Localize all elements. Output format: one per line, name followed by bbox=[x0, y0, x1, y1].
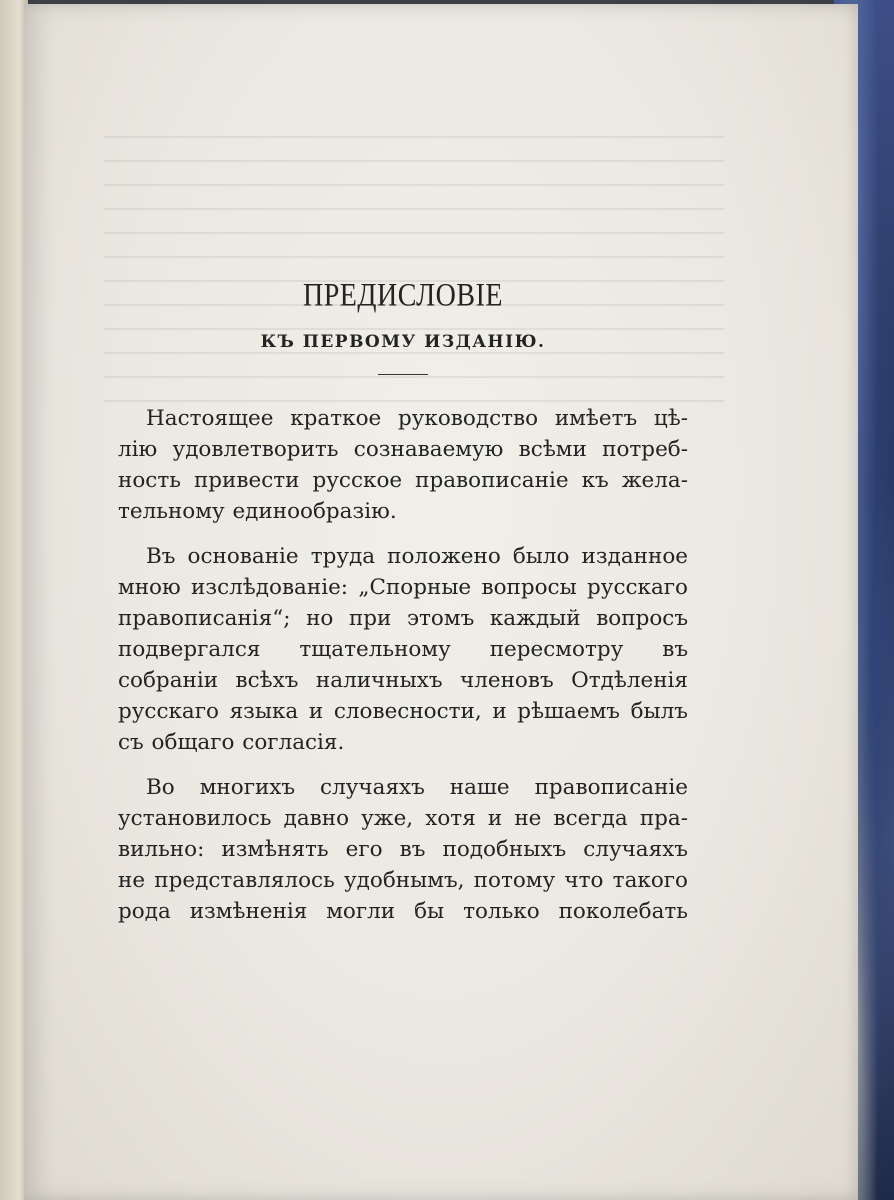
text-line: не представлялось удобнымъ, потому что такого bbox=[118, 868, 688, 893]
page-title: ПРЕДИСЛОВІЕ bbox=[302, 277, 503, 314]
text-line: тельному единообразію. bbox=[118, 499, 397, 524]
text-line: установилось давно уже, хотя и не всегда пра- bbox=[118, 806, 688, 831]
text-line: рода измѣненія могли бы только поколебать bbox=[118, 899, 688, 924]
text-line: вильно: измѣнять его въ подобныхъ случаяхъ bbox=[118, 837, 688, 862]
text-line: Въ основаніе труда положено было изданное bbox=[146, 544, 688, 569]
text-line: ность привести русское правописаніе къ жела- bbox=[118, 468, 688, 493]
text-line: мною изслѣдованіе: „Спорные вопросы русскаго bbox=[118, 575, 688, 600]
text-line: Во многихъ случаяхъ наше правописаніе bbox=[146, 775, 688, 800]
text-line: русскаго языка и словесности, и рѣшаемъ былъ bbox=[118, 699, 688, 724]
page-content bbox=[118, 270, 688, 927]
paragraph-2 bbox=[118, 541, 688, 758]
page-subtitle: КЪ ПЕРВОМУ ИЗДАНІЮ. bbox=[260, 332, 546, 352]
text-line: собраніи всѣхъ наличныхъ членовъ Отдѣленія bbox=[118, 668, 688, 693]
text-line: подвергался тщательному пересмотру въ bbox=[118, 637, 688, 662]
text-line: Настоящее краткое руководство имѣетъ цѣ- bbox=[146, 406, 688, 431]
paragraph-1 bbox=[118, 403, 688, 527]
title-rule bbox=[378, 374, 428, 375]
text-line: правописанія“; но при этомъ каждый вопросъ bbox=[118, 606, 688, 631]
paragraph-3 bbox=[118, 772, 688, 927]
text-line: съ общаго согласія. bbox=[118, 730, 345, 755]
text-line: лію удовлетворить сознаваемую всѣми потреб- bbox=[118, 437, 688, 462]
